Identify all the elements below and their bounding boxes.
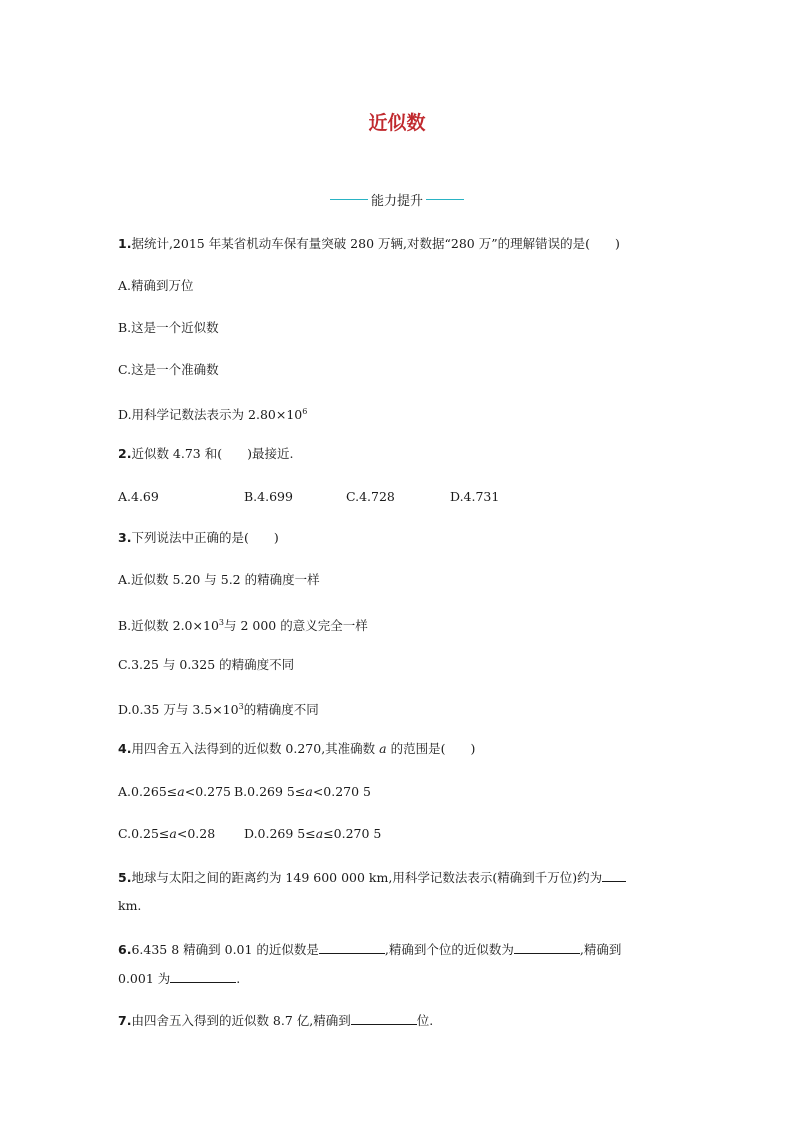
question-number: 5.	[118, 870, 132, 885]
variable-a: a	[305, 784, 313, 799]
options-row	[118, 488, 499, 506]
question-text: ,精确到个位的近似数为	[384, 942, 514, 957]
question-7	[118, 1010, 433, 1030]
question-5-unit: km.	[118, 898, 142, 913]
option-b	[118, 614, 368, 635]
exponent: 3	[218, 618, 224, 627]
question-5	[118, 867, 626, 887]
answer-blank[interactable]	[170, 968, 236, 983]
option-text: ≤0.270 5	[323, 826, 382, 841]
section-heading	[0, 190, 794, 209]
question-2	[118, 445, 293, 463]
question-text: 位.	[416, 1013, 434, 1028]
variable-a: a	[315, 826, 324, 841]
question-number: 6.	[118, 942, 132, 957]
option-c: C.4.728	[346, 489, 395, 504]
option-text: <0.275	[184, 784, 231, 799]
option-b: B.这是一个近似数	[118, 320, 219, 335]
question-text: 6.435 8 精确到 0.01 的近似数是	[131, 942, 319, 957]
question-number: 1.	[118, 236, 132, 251]
option-b	[234, 783, 371, 801]
question-number: 4.	[118, 741, 132, 756]
question-text: 据统计,2015 年某省机动车保有量突破 280 万辆,对数据“280 万”的理解错误的是( )	[131, 236, 620, 251]
option-d	[244, 825, 381, 843]
question-text: 地球与太阳之间的距离约为 149 600 000 km,用科学记数法表示(精确到千万位)约为	[131, 870, 603, 885]
variable-a: a	[169, 826, 177, 841]
option-text: B.近似数 2.0×10	[118, 618, 219, 633]
question-text: 0.001 为	[118, 971, 171, 986]
question-number: 7.	[118, 1013, 132, 1028]
answer-blank[interactable]	[351, 1010, 417, 1025]
option-text: 的精确度不同	[243, 702, 319, 717]
question-4	[118, 740, 475, 758]
option-text: C.0.25≤	[118, 826, 170, 841]
options-row	[118, 783, 371, 801]
question-text: 用四舍五入法得到的近似数 0.270,其准确数	[131, 741, 380, 756]
question-text: ,精确到	[579, 942, 622, 957]
answer-blank[interactable]	[602, 867, 626, 882]
option-b: B.4.699	[244, 489, 293, 504]
question-text: 由四舍五入得到的近似数 8.7 亿,精确到	[131, 1013, 351, 1028]
question-3	[118, 529, 279, 547]
option-text: B.0.269 5≤	[234, 784, 306, 799]
exponent: 3	[238, 702, 244, 711]
option-d: D.4.731	[450, 489, 500, 504]
question-text: 的范围是( )	[386, 741, 476, 756]
exponent: 6	[302, 407, 308, 416]
option-text: <0.28	[176, 826, 216, 841]
page-title: 近似数	[368, 112, 426, 134]
question-text: 下列说法中正确的是( )	[131, 530, 279, 545]
heading-rule-left	[330, 199, 368, 200]
option-text: <0.270 5	[312, 784, 371, 799]
option-text: A.0.265≤	[118, 784, 178, 799]
option-text: D.用科学记数法表示为 2.80×10	[118, 407, 303, 422]
option-a	[118, 783, 234, 801]
option-c: C.3.25 与 0.325 的精确度不同	[118, 657, 295, 672]
variable-a: a	[177, 784, 185, 799]
option-text: 与 2 000 的意义完全一样	[224, 618, 368, 633]
option-a: A.近似数 5.20 与 5.2 的精确度一样	[118, 572, 320, 587]
question-number: 2.	[118, 446, 132, 461]
question-number: 3.	[118, 530, 132, 545]
variable-a: a	[379, 741, 387, 756]
option-d	[118, 698, 319, 719]
option-a: A.4.69	[118, 489, 159, 504]
section-label: 能力提升	[370, 194, 423, 209]
question-6	[118, 939, 621, 959]
answer-blank[interactable]	[514, 939, 580, 954]
answer-blank[interactable]	[319, 939, 385, 954]
option-c: C.这是一个准确数	[118, 362, 219, 377]
question-6-cont	[118, 968, 240, 988]
option-text: D.0.35 万与 3.5×10	[118, 702, 239, 717]
question-text: 近似数 4.73 和( )最接近.	[131, 446, 294, 461]
question-1	[118, 235, 620, 253]
option-text: D.0.269 5≤	[244, 826, 316, 841]
question-text: .	[236, 971, 241, 986]
heading-rule-right	[426, 199, 464, 200]
options-row	[118, 825, 381, 843]
option-a: A.精确到万位	[118, 278, 194, 293]
option-c	[118, 825, 244, 843]
option-d	[118, 403, 307, 424]
